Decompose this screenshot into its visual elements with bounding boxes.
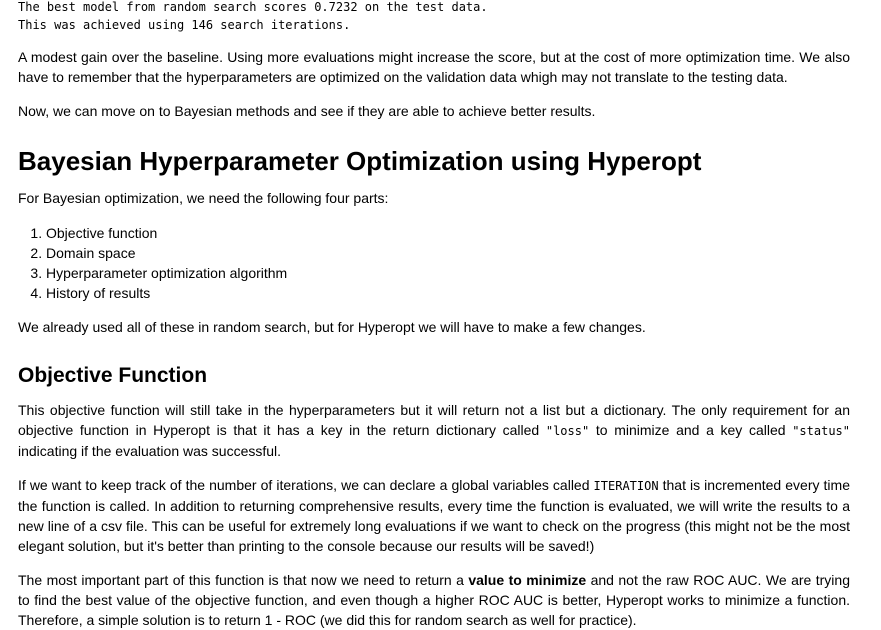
list-item: 1. Objective function (46, 223, 850, 243)
paragraph-minimize (18, 570, 850, 630)
text-span: The most important part of this function is that now we need to return a (18, 572, 469, 588)
text-span: indicating if the evaluation was successful. (18, 443, 282, 459)
paragraph-already-used: We already used all of these in random search, but for Hyperopt we will have to make a few changes. (18, 319, 646, 335)
text-span: If we want to keep track of the number of iterations, we can declare a global variables called (18, 477, 594, 493)
section-heading-objective: Objective Function (18, 364, 208, 387)
text-span: that is incremented every time the function is called. In addition to returning comprehensive results, every time the function is evaluated, we will write the results to a new line of a csv file. This can be useful for extremely long evaluations if we want to check on the progress (this might not be the most elegant solution, but it's better than printing to the console because our results will be saved!) (18, 477, 850, 554)
bold-value-to-minimize: value to minimize (468, 572, 587, 588)
text-span: This objective function will still take in the hyperparameters but it will return not a list but a dictionary. The only requirement for an objective function in Hyperopt is that it has a key in the return dictionary called (18, 402, 850, 438)
notebook-page (18, 0, 850, 630)
inline-code-status: "status" (792, 424, 850, 438)
section-heading-bayesian: Bayesian Hyperparameter Optimization using Hyperopt (18, 146, 702, 176)
paragraph-modest-gain: A modest gain over the baseline. Using more evaluations might increase the score, but at the cost of more optimization time. We also have to remember that the hyperparameters are optimized on the validation data whigh may not translate to the testing data. (18, 49, 850, 85)
paragraph-bayesian-intro: Now, we can move on to Bayesian methods and see if they are able to achieve better results. (18, 103, 596, 119)
inline-code-iteration: ITERATION (593, 479, 659, 493)
text-span: and not the raw ROC AUC. We are trying to find the best value of the objective function, and even though a higher ROC AUC is better, Hyperopt works to minimize a function. Therefore, a simple solution is to return 1 - ROC (we did this for random search as well for practice). (18, 572, 850, 628)
cell-output (18, 0, 850, 34)
paragraph-objective-desc (18, 400, 850, 461)
paragraph-four-parts: For Bayesian optimization, we need the following four parts: (18, 190, 389, 206)
inline-code-loss: "loss" (545, 424, 590, 438)
output-line-2: This was achieved using 146 search iterations. (18, 18, 351, 32)
text-span: to minimize and a key called (589, 422, 793, 438)
list-item: 2. Domain space (46, 243, 850, 263)
parts-list (18, 223, 850, 303)
output-line-1: The best model from random search scores 0.7232 on the test data. (18, 0, 488, 14)
list-item: 3. Hyperparameter optimization algorithm (46, 263, 850, 283)
list-item: 4. History of results (46, 283, 850, 303)
paragraph-iterations (18, 475, 850, 556)
